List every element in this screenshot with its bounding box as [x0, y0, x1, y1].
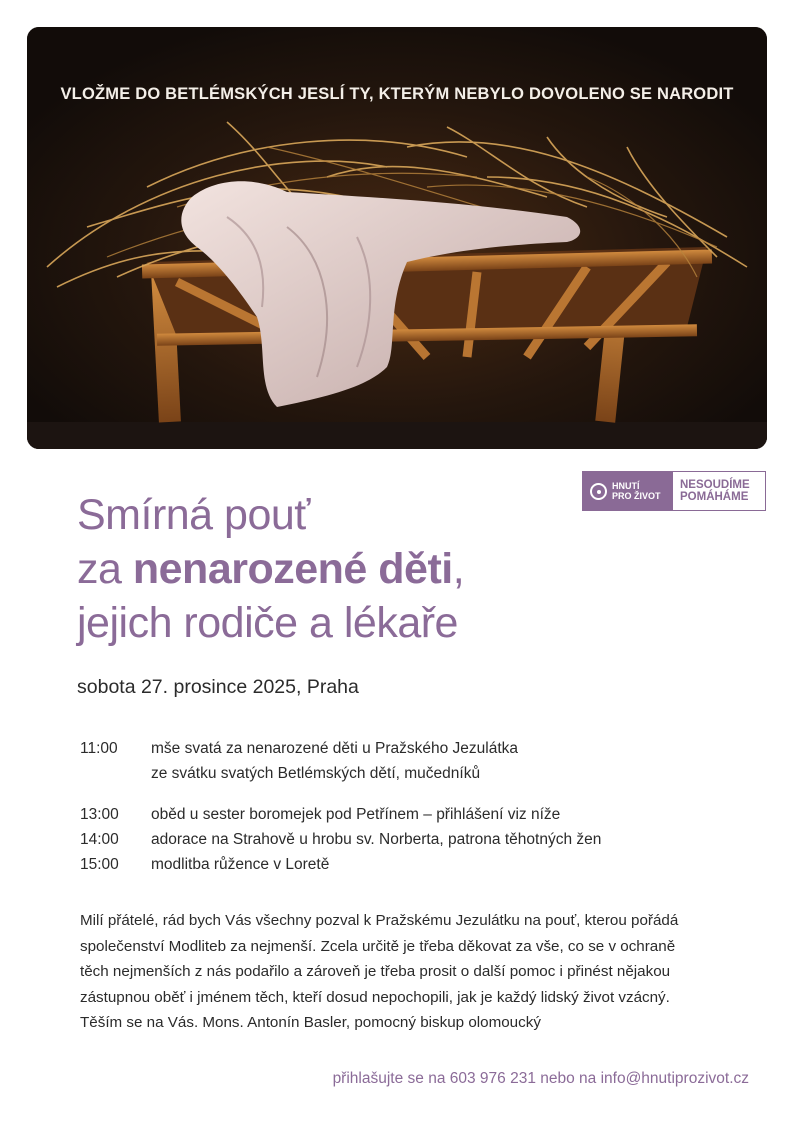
title-line2-prefix: za [77, 545, 133, 593]
paragraph-line: těch nejmenších z nás podařilo a zároveň je třeba prosit o další pomoc i přinést nějakou [80, 963, 671, 980]
schedule-activity: adorace na Strahově u hrobu sv. Norberta, patrona těhotných žen [151, 831, 602, 848]
logo-name-line1: HNUTÍ [612, 481, 640, 491]
registration-contact: přihlašujte se na 603 976 231 nebo na info@hnutiprozivot.cz [332, 1070, 749, 1087]
invitation-paragraph [80, 908, 760, 1036]
logo-slogan-line2: POMÁHÁME [680, 491, 749, 503]
paragraph-line: Těším se na Vás. Mons. Antonín Basler, pomocný biskup olomoucký [80, 1014, 541, 1031]
schedule-activity: oběd u sester boromejek pod Petřínem – přihlášení viz níže [151, 806, 561, 823]
hero-banner-text: VLOŽME DO BETLÉMSKÝCH JESLÍ TY, KTERÝM NEBYLO DOVOLENO SE NARODIT [60, 85, 734, 103]
logo-name-line2: PRO ŽIVOT [612, 491, 661, 501]
event-date: sobota 27. prosince 2025, Praha [77, 676, 359, 698]
schedule-time: 13:00 [80, 806, 119, 823]
schedule-activity-detail: ze svátku svatých Betlémských dětí, mučedníků [151, 765, 481, 782]
title-line2-bold: nenarozené děti [132, 545, 453, 593]
logo-badge [583, 472, 673, 510]
schedule-time: 11:00 [80, 740, 118, 757]
paragraph-line: Milí přátelé, rád bych Vás všechny pozval k Pražskému Jezulátku na pouť, kterou pořádá [80, 912, 679, 929]
schedule-row [80, 736, 601, 761]
circle-dot-icon [590, 483, 607, 500]
schedule-activity: modlitba růžence v Loretě [151, 856, 330, 873]
schedule [80, 736, 601, 877]
logo-slogan [673, 472, 765, 510]
title-line3: jejich rodiče a lékaře [77, 599, 458, 647]
schedule-activity: mše svatá za nenarozené děti u Pražského Jezulátka [151, 740, 519, 757]
schedule-time: 14:00 [80, 831, 119, 848]
title-line2-suffix: , [452, 545, 465, 593]
schedule-row [80, 827, 601, 852]
hero-image [27, 27, 767, 449]
paragraph-line: společenství Modliteb za nejmenší. Zcela určitě je třeba děkovat za vše, co se v ochraně [80, 937, 676, 955]
logo-slogan-line1: NESOUDÍME [680, 479, 750, 491]
organization-logo [582, 471, 766, 511]
title-line1: Smírná pouť [77, 491, 310, 539]
page-title [77, 488, 464, 650]
paragraph-line: zástupnou oběť i jménem těch, kteří dosud nepochopili, jak je každý lidský život vzácný. [80, 988, 670, 1006]
schedule-time: 15:00 [80, 856, 119, 873]
schedule-row-continuation [80, 761, 601, 786]
schedule-row [80, 802, 601, 827]
schedule-row [80, 852, 601, 877]
